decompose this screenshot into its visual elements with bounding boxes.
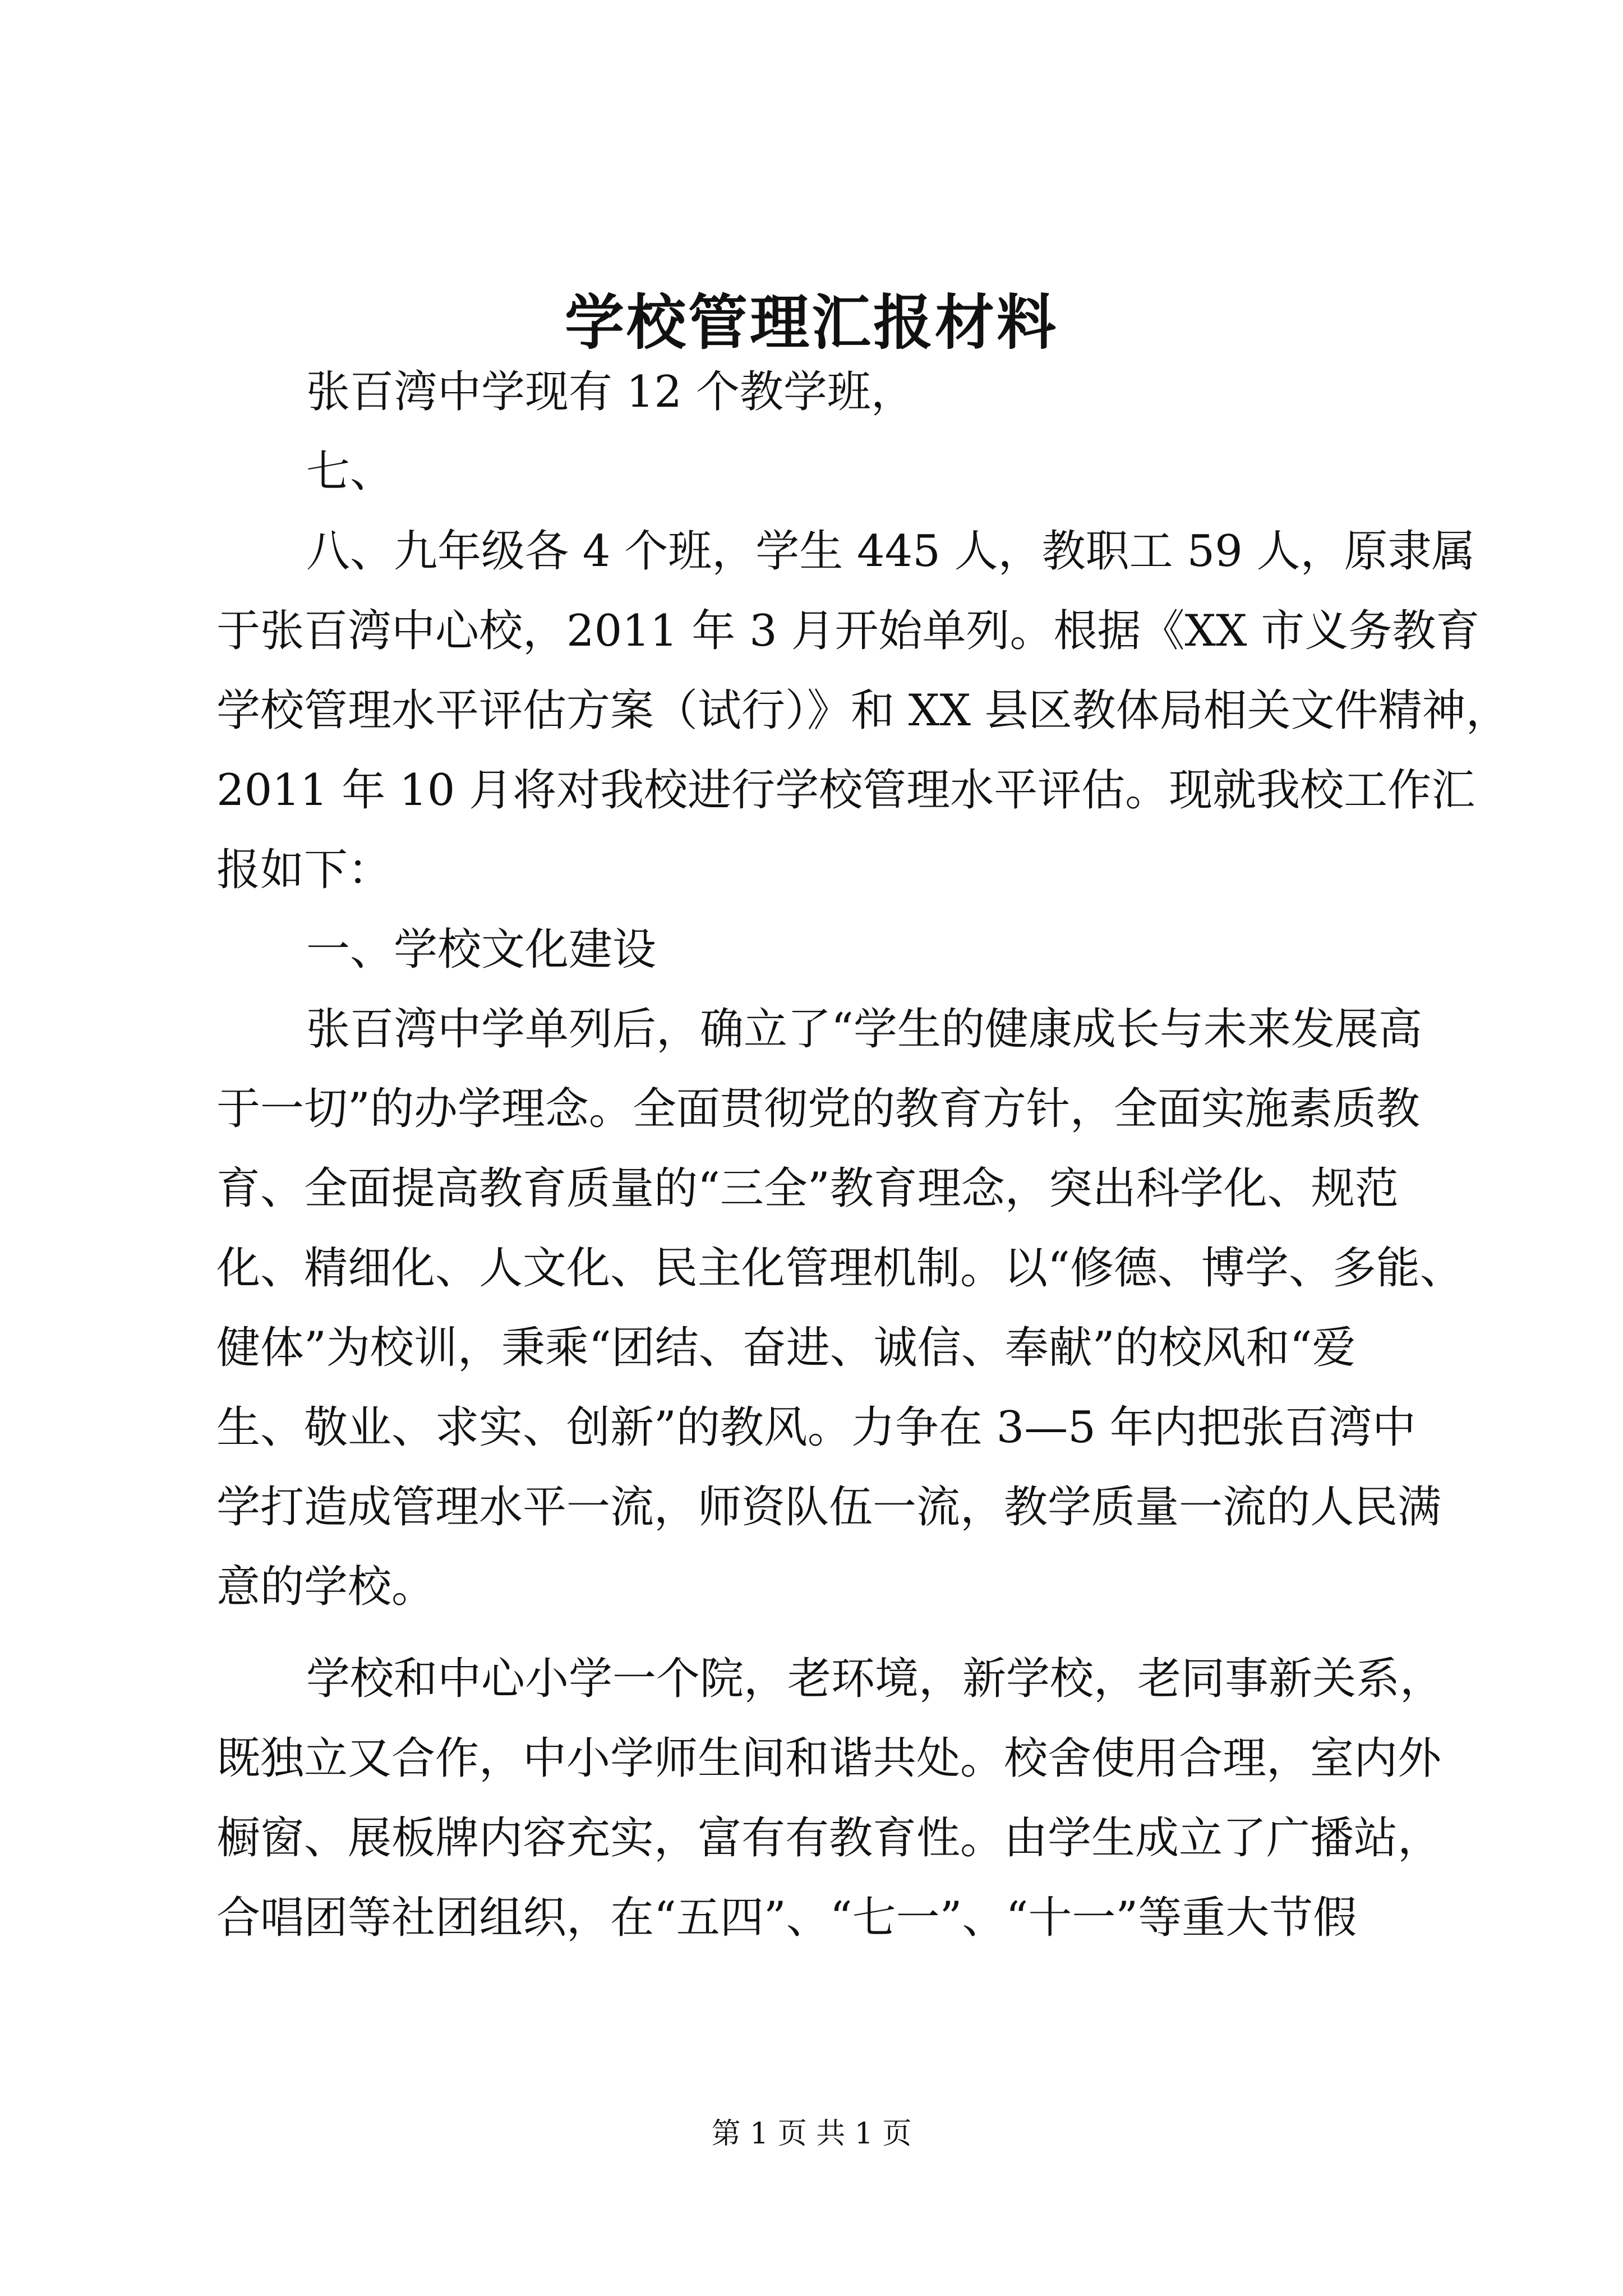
paragraph-line: 报如下： — [216, 845, 392, 895]
paragraph-line: 于一切”的办学理念。全面贯彻党的教育方针，全面实施素质教 — [216, 1084, 1420, 1134]
paragraph-line: 意的学校。 — [216, 1562, 436, 1612]
paragraph-line: 育、全面提高教育质量的“三全”教育理念，突出科学化、规范 — [216, 1163, 1399, 1214]
document-title: 学校管理汇报材料 — [565, 287, 1058, 357]
paragraph-line: 学校管理水平评估方案（试行）》和 XX 县区教体局相关文件精神， — [216, 685, 1510, 736]
document-body — [216, 352, 1510, 1958]
paragraph-line: 八、九年级各 4 个班，学生 445 人，教职工 59 人，原隶属 — [306, 526, 1476, 577]
page-footer: 第 1 页 共 1 页 — [711, 2117, 912, 2151]
paragraph-line: 生、敬业、求实、创新”的教风。力争在 3—5 年内把张百湾中 — [216, 1402, 1416, 1453]
paragraph-line: 健体”为校训，秉乘“团结、奋进、诚信、奉献”的校风和“爱 — [216, 1323, 1356, 1373]
paragraph-line: 张百湾中学现有 12 个教学班， — [306, 367, 915, 417]
section-heading: 一、学校文化建设 — [306, 924, 657, 975]
paragraph-line: 橱窗、展板牌内容充实，富有有教育性。由学生成立了广播站， — [216, 1813, 1442, 1864]
paragraph-line: 学打造成管理水平一流，师资队伍一流，教学质量一流的人民满 — [216, 1482, 1442, 1533]
paragraph-line: 既独立又合作，中小学师生间和谐共处。校舍使用合理，室内外 — [216, 1733, 1442, 1784]
paragraph-line: 于张百湾中心校，2011 年 3 月开始单列。根据《XX 市义务教育 — [216, 606, 1480, 656]
paragraph-line: 七、 — [306, 447, 394, 497]
paragraph-line: 张百湾中学单列后，确立了“学生的健康成长与未来发展高 — [306, 1004, 1422, 1055]
paragraph-line: 合唱团等社团组织，在“五四”、“七一”、“十一”等重大节假 — [216, 1893, 1357, 1943]
paragraph-line: 2011 年 10 月将对我校进行学校管理水平评估。现就我校工作汇 — [216, 765, 1476, 816]
paragraph-line: 学校和中心小学一个院，老环境，新学校，老同事新关系， — [306, 1654, 1444, 1704]
paragraph-line: 化、精细化、人文化、民主化管理机制。以“修德、博学、多能、 — [216, 1243, 1464, 1294]
